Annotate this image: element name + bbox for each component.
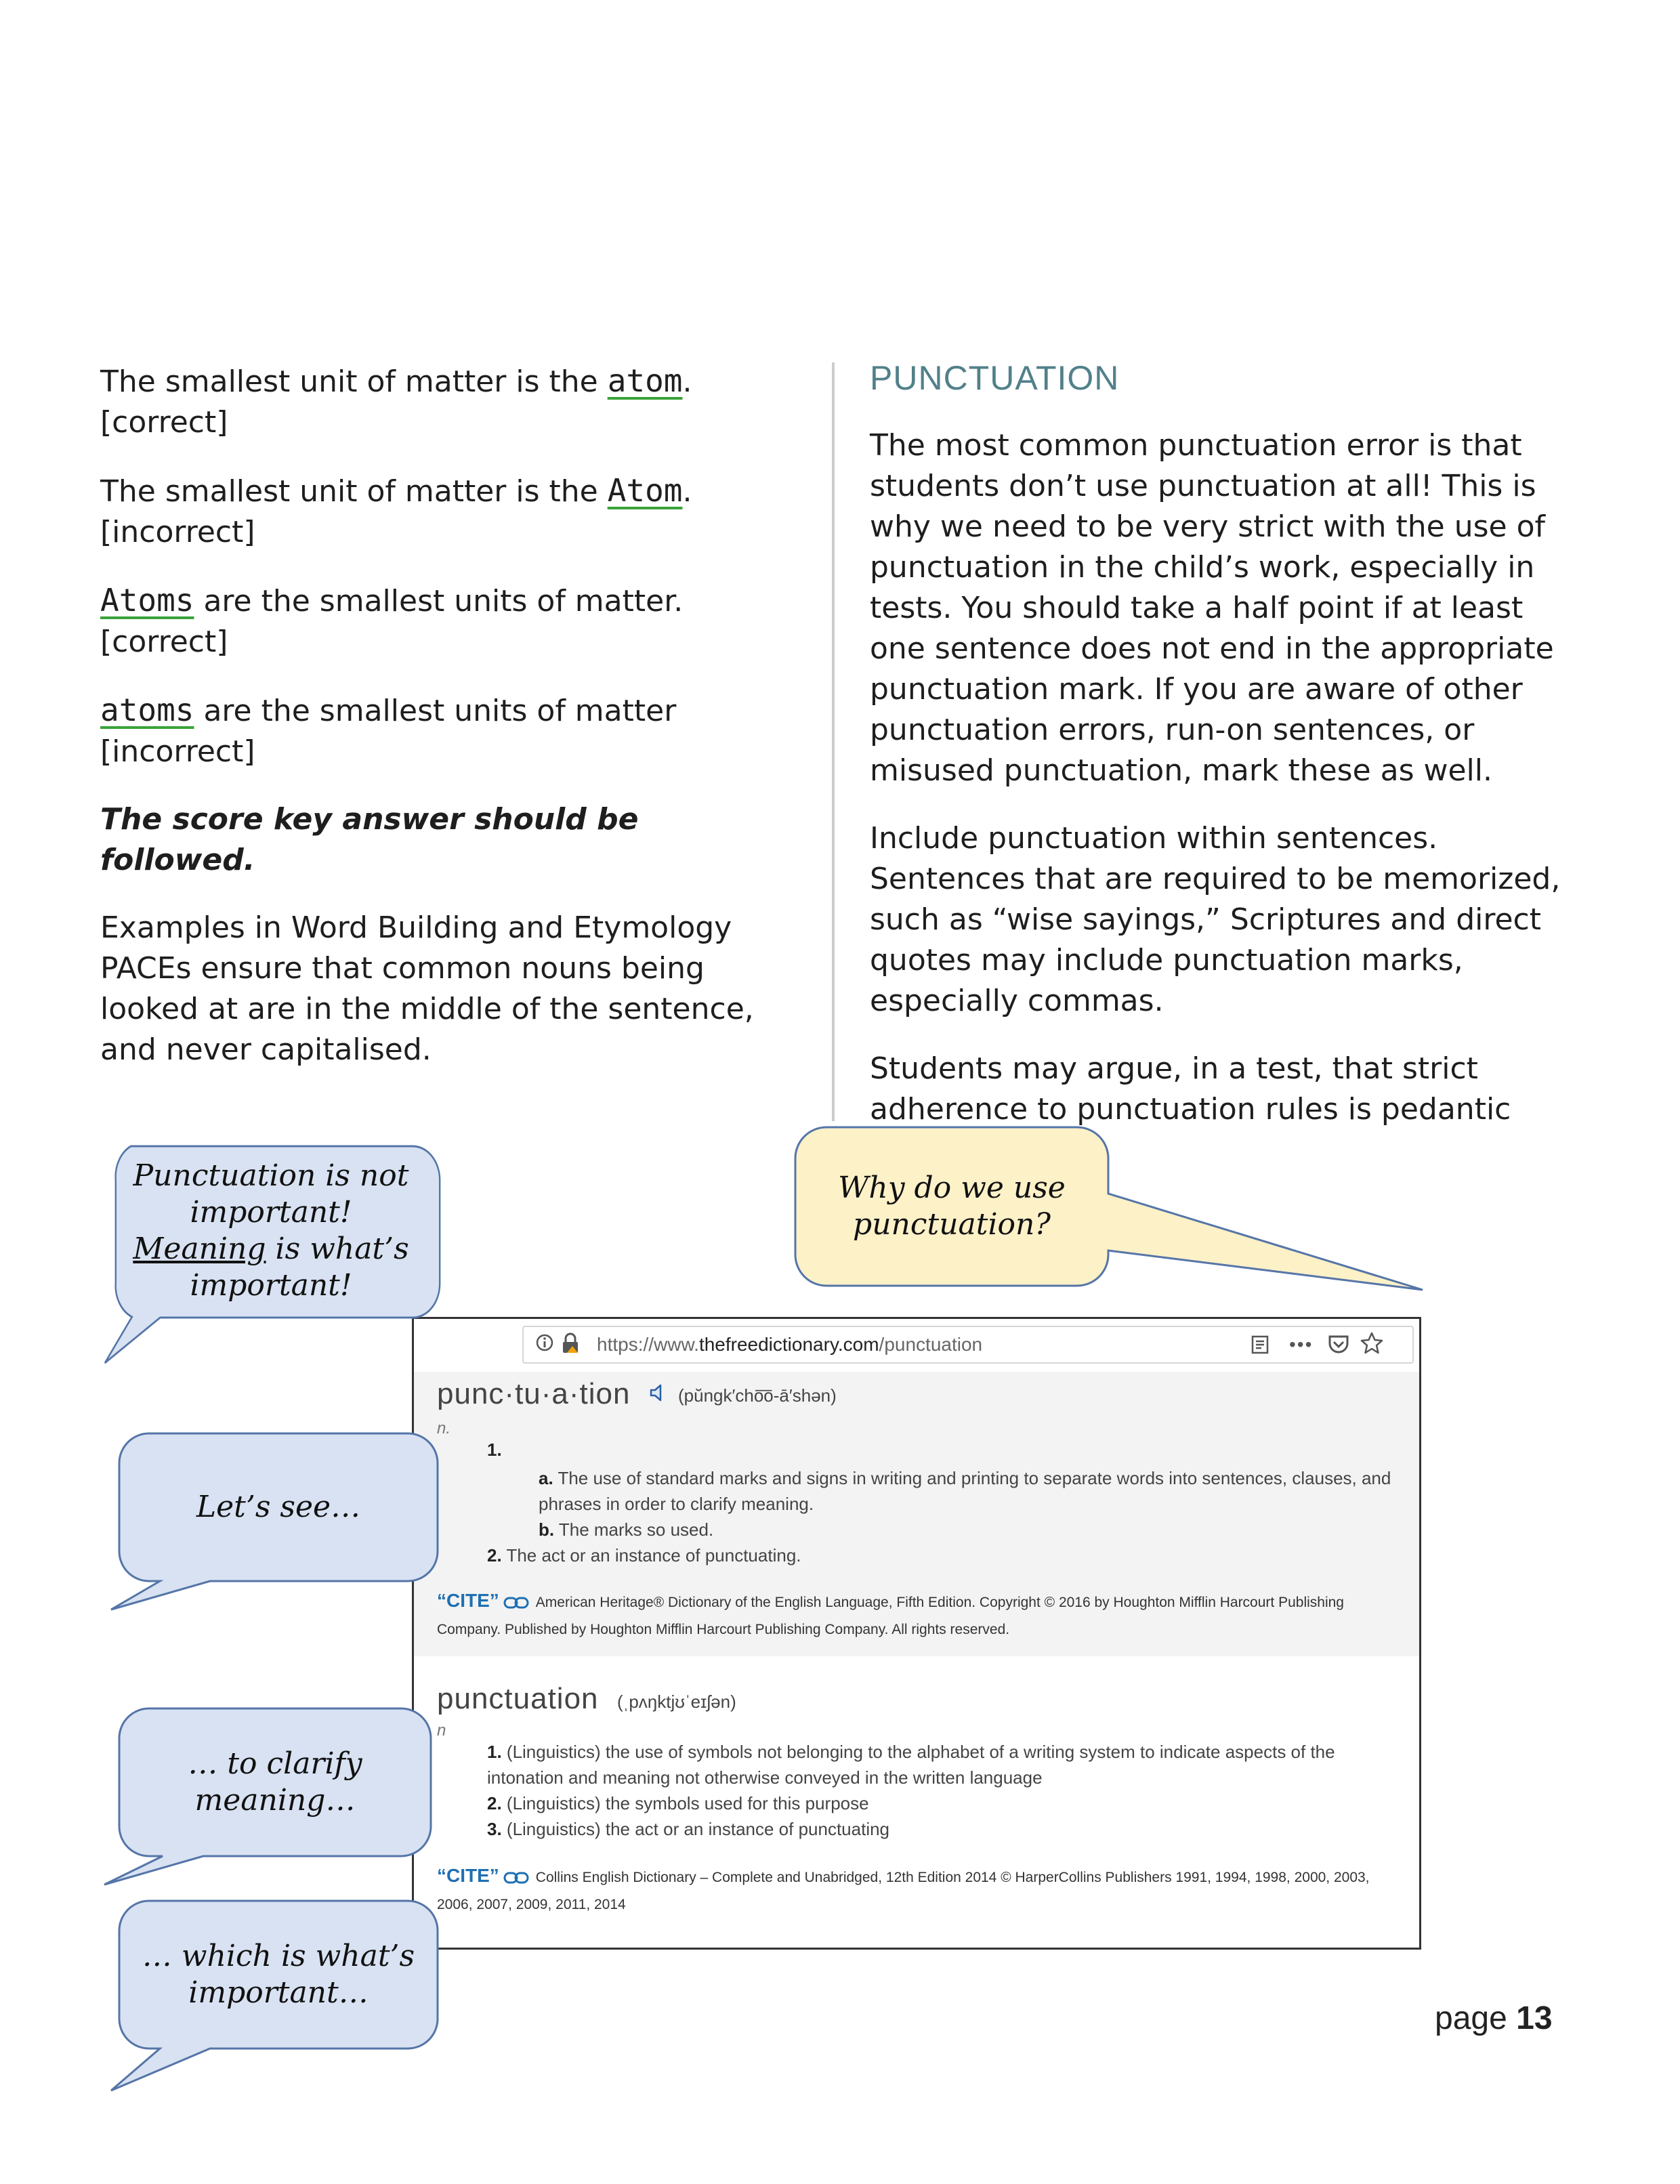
speech-bubble-whats-important bbox=[108, 1899, 447, 2096]
paragraph-students-argue: Students may argue, in a test, that strict adherence to punctuation rules is pedantic bbox=[870, 1051, 1511, 1127]
example-word: atoms bbox=[100, 692, 194, 728]
pronunciation: (ˌpʌŋktjʊˈeɪʃən) bbox=[617, 1692, 736, 1712]
sense-number: 1. bbox=[487, 1440, 502, 1460]
sense-a: a. The use of standard marks and signs in writing and printing to separate words into sentences, clauses, and phrases in order to clarify meaning. bbox=[539, 1468, 1391, 1514]
part-of-speech: n. bbox=[437, 1419, 451, 1437]
example-atom-correct bbox=[100, 360, 798, 443]
cite-link[interactable]: “CITE” bbox=[437, 1590, 499, 1611]
sense-2: 2. The act or an instance of punctuating. bbox=[487, 1545, 801, 1566]
lock-icon[interactable] bbox=[560, 1332, 581, 1354]
entry-american-heritage bbox=[414, 1372, 1419, 1656]
example-word: Atom bbox=[607, 472, 683, 509]
left-column bbox=[100, 360, 798, 1097]
cite-link[interactable]: “CITE” bbox=[437, 1865, 499, 1886]
section-heading: PUNCTUATION bbox=[870, 359, 1120, 397]
column-divider bbox=[832, 362, 835, 1121]
example-text: The smallest unit of matter is the bbox=[100, 364, 608, 399]
example-atom-incorrect bbox=[100, 470, 798, 553]
paragraph-include-punctuation: Include punctuation within sentences. Sentences that are required to be memorized, such as “wise sayings,” Scriptures and direct quotes may include punctuation marks, especially commas. bbox=[870, 821, 1561, 1018]
bubble-text: Punctuation is not important! Meaning is what’s important! bbox=[133, 1158, 409, 1303]
examples-paragraph: Examples in Word Building and Etymology PACEs ensure that common nouns being looked at are in the middle of the sentence, and never capitalised. bbox=[100, 910, 754, 1067]
example-text: . [incorrect] bbox=[100, 474, 692, 549]
example-text: are the smallest units of matter [incorrect] bbox=[100, 694, 677, 769]
example-text: are the smallest units of matter. [correct] bbox=[100, 584, 684, 659]
entry-collins bbox=[414, 1682, 1419, 1948]
url-text[interactable]: https://www.thefreedictionary.com/punctuation bbox=[597, 1334, 983, 1355]
sense-1: 1. (Linguistics) the use of symbols not belonging to the alphabet of a writing system to indicate aspects of the intonation and meaning not otherwise conveyed in the written language bbox=[487, 1742, 1335, 1788]
sense-b: b. The marks so used. bbox=[539, 1519, 714, 1540]
reader-view-icon[interactable] bbox=[1251, 1335, 1269, 1354]
part-of-speech: n bbox=[437, 1721, 446, 1740]
address-bar[interactable] bbox=[522, 1326, 1414, 1364]
more-icon[interactable]: ••• bbox=[1289, 1334, 1314, 1355]
speech-bubble-not-important bbox=[102, 1145, 440, 1368]
dictionary-screenshot bbox=[412, 1317, 1421, 1950]
score-key-note: The score key answer should be followed. bbox=[100, 802, 639, 877]
headword: punc·tu·a·tion bbox=[437, 1377, 631, 1410]
example-text: The smallest unit of matter is the bbox=[100, 474, 608, 509]
example-text: . [correct] bbox=[100, 364, 692, 440]
example-atoms-incorrect bbox=[100, 690, 798, 772]
info-icon[interactable] bbox=[536, 1334, 553, 1351]
sense-2: 2. (Linguistics) the symbols used for this purpose bbox=[487, 1793, 869, 1813]
example-word: atom bbox=[607, 362, 683, 399]
right-column bbox=[870, 358, 1568, 1198]
link-icon[interactable] bbox=[503, 1871, 529, 1885]
speaker-icon[interactable] bbox=[648, 1383, 669, 1403]
page-number: page 13 bbox=[1435, 2000, 1553, 2036]
link-icon[interactable] bbox=[503, 1596, 529, 1610]
example-word: Atoms bbox=[100, 582, 194, 618]
bubble-text: Why do we use punctuation? bbox=[838, 1171, 1066, 1242]
speech-bubble-clarify bbox=[102, 1707, 440, 1890]
paragraph-common-error: The most common punctuation error is that students don’t use punctuation at all! This is why we need to be very strict with the use of punctuation in the child’s work, especially in tests. You should take a half point if at least one sentence does not end in the appropriate punctuation mark. If you are aware of other punctuation errors, run-on sentences, or misused punctuation, mark these as well. bbox=[870, 428, 1554, 788]
citation-ahd: “CITE” American Heritage® Dictionary of the English Language, Fifth Edition. Copyright © 2016 by Houghton Mifflin Harcourt Publishing Company. Published by Houghton Mifflin Harcourt Publishing Company. All rights reserved. bbox=[437, 1590, 1344, 1637]
example-atoms-correct bbox=[100, 580, 798, 663]
bubble-text: … to clarify meaning… bbox=[188, 1746, 362, 1818]
speech-bubble-lets-see bbox=[108, 1432, 447, 1615]
bubble-text: … which is what’s important… bbox=[142, 1939, 415, 2010]
pocket-icon[interactable] bbox=[1327, 1334, 1350, 1356]
sense-3: 3. (Linguistics) the act or an instance of punctuating bbox=[487, 1819, 890, 1839]
bookmark-star-icon[interactable] bbox=[1360, 1331, 1384, 1356]
speech-bubble-why bbox=[793, 1126, 1429, 1302]
pronunciation: (pŭngk′cho͞o-ā′shən) bbox=[678, 1385, 837, 1406]
citation-collins: “CITE” Collins English Dictionary – Complete and Unabridged, 12th Edition 2014 © HarperCollins Publishers 1991, 1994, 1998, 2000, 2003, 2006, 2007, 2009, 2011, 2014 bbox=[437, 1865, 1370, 1912]
headword: punctuation bbox=[437, 1682, 599, 1715]
bubble-text: Let’s see… bbox=[196, 1490, 361, 1524]
